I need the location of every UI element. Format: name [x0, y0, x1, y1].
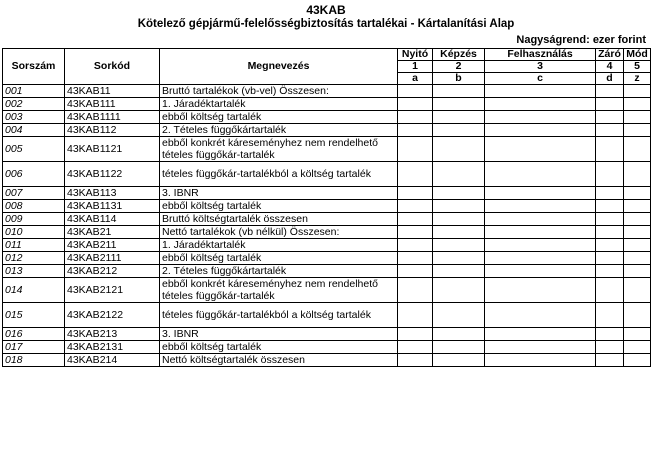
- value-cell-mod[interactable]: [624, 124, 651, 137]
- value-cell-zaro[interactable]: [596, 265, 624, 278]
- row-code: 43KAB2131: [65, 341, 160, 354]
- value-cell-nyito[interactable]: [398, 226, 433, 239]
- row-number: 018: [3, 354, 65, 367]
- col-letter: c: [485, 73, 596, 85]
- row-label: ebből költség tartalék: [160, 111, 398, 124]
- value-cell-mod[interactable]: [624, 187, 651, 200]
- value-cell-zaro[interactable]: [596, 137, 624, 162]
- table-row: [3, 239, 651, 252]
- form-title: Kötelező gépjármű-felelősségbiztosítás tartalékai - Kártalanítási Alap: [137, 18, 515, 30]
- value-cell-zaro[interactable]: [596, 124, 624, 137]
- value-cell-nyito[interactable]: [398, 354, 433, 367]
- value-cell-mod[interactable]: [624, 111, 651, 124]
- row-code: 43KAB213: [65, 328, 160, 341]
- row-code: 43KAB1121: [65, 137, 160, 162]
- col-number: 1: [398, 61, 433, 73]
- row-code: 43KAB114: [65, 213, 160, 226]
- row-code: 43KAB21: [65, 226, 160, 239]
- col-number: 2: [433, 61, 485, 73]
- value-cell-nyito[interactable]: [398, 85, 433, 98]
- table-row: [3, 200, 651, 213]
- col-number: 3: [485, 61, 596, 73]
- value-cell-felhasznalas[interactable]: [485, 162, 596, 187]
- value-cell-kepzes[interactable]: [433, 252, 485, 265]
- value-cell-felhasznalas[interactable]: [485, 265, 596, 278]
- col-letter: z: [624, 73, 651, 85]
- value-cell-mod[interactable]: [624, 328, 651, 341]
- value-cell-nyito[interactable]: [398, 98, 433, 111]
- value-cell-kepzes[interactable]: [433, 162, 485, 187]
- value-cell-kepzes[interactable]: [433, 137, 485, 162]
- row-number: 006: [3, 162, 65, 187]
- col-header-mod: Mód: [624, 49, 651, 61]
- value-cell-zaro[interactable]: [596, 278, 624, 303]
- value-cell-kepzes[interactable]: [433, 200, 485, 213]
- value-cell-felhasznalas[interactable]: [485, 124, 596, 137]
- row-number: 008: [3, 200, 65, 213]
- value-cell-zaro[interactable]: [596, 111, 624, 124]
- value-cell-kepzes[interactable]: [433, 354, 485, 367]
- table-row: [3, 303, 651, 328]
- value-cell-kepzes[interactable]: [433, 239, 485, 252]
- value-cell-zaro[interactable]: [596, 354, 624, 367]
- value-cell-kepzes[interactable]: [433, 85, 485, 98]
- row-number: 010: [3, 226, 65, 239]
- row-number: 012: [3, 252, 65, 265]
- value-cell-kepzes[interactable]: [433, 111, 485, 124]
- value-cell-felhasznalas[interactable]: [485, 354, 596, 367]
- value-cell-nyito[interactable]: [398, 137, 433, 162]
- value-cell-felhasznalas[interactable]: [485, 213, 596, 226]
- value-cell-mod[interactable]: [624, 213, 651, 226]
- value-cell-zaro[interactable]: [596, 239, 624, 252]
- table-row: [3, 328, 651, 341]
- table-row: [3, 354, 651, 367]
- value-cell-mod[interactable]: [624, 226, 651, 239]
- row-number: 013: [3, 265, 65, 278]
- row-code: 43KAB211: [65, 239, 160, 252]
- value-cell-felhasznalas[interactable]: [485, 137, 596, 162]
- value-cell-mod[interactable]: [624, 252, 651, 265]
- value-cell-zaro[interactable]: [596, 252, 624, 265]
- value-cell-nyito[interactable]: [398, 328, 433, 341]
- row-number: 015: [3, 303, 65, 328]
- col-number: 5: [624, 61, 651, 73]
- value-cell-felhasznalas[interactable]: [485, 111, 596, 124]
- value-cell-mod[interactable]: [624, 98, 651, 111]
- col-letter: b: [433, 73, 485, 85]
- row-label: 1. Járadéktartalék: [160, 98, 398, 111]
- value-cell-mod[interactable]: [624, 303, 651, 328]
- row-number: 002: [3, 98, 65, 111]
- col-header-sorkod: Sorkód: [65, 49, 160, 85]
- table-row: [3, 137, 651, 162]
- value-cell-kepzes[interactable]: [433, 341, 485, 354]
- col-header-megnevezes: Megnevezés: [160, 49, 398, 85]
- value-cell-nyito[interactable]: [398, 124, 433, 137]
- value-cell-nyito[interactable]: [398, 252, 433, 265]
- value-cell-kepzes[interactable]: [433, 328, 485, 341]
- value-cell-kepzes[interactable]: [433, 303, 485, 328]
- value-cell-mod[interactable]: [624, 162, 651, 187]
- row-code: 43KAB2121: [65, 278, 160, 303]
- table-row: [3, 111, 651, 124]
- table-row: [3, 85, 651, 98]
- row-label: tételes függőkár-tartalékból a költség tartalék: [160, 162, 398, 187]
- col-header-sorszam: Sorszám: [3, 49, 65, 85]
- table-row: [3, 226, 651, 239]
- row-number: 017: [3, 341, 65, 354]
- col-letter: d: [596, 73, 624, 85]
- row-number: 016: [3, 328, 65, 341]
- value-cell-nyito[interactable]: [398, 162, 433, 187]
- value-cell-nyito[interactable]: [398, 278, 433, 303]
- row-label: 2. Tételes függőkártartalék: [160, 124, 398, 137]
- row-code: 43KAB11: [65, 85, 160, 98]
- table-row: [3, 98, 651, 111]
- value-cell-nyito[interactable]: [398, 213, 433, 226]
- table-row: [3, 252, 651, 265]
- row-code: 43KAB1111: [65, 111, 160, 124]
- value-cell-felhasznalas[interactable]: [485, 341, 596, 354]
- row-number: 007: [3, 187, 65, 200]
- row-number: 003: [3, 111, 65, 124]
- row-number: 001: [3, 85, 65, 98]
- row-label: ebből költség tartalék: [160, 252, 398, 265]
- value-cell-zaro[interactable]: [596, 200, 624, 213]
- value-cell-zaro[interactable]: [596, 303, 624, 328]
- row-code: 43KAB212: [65, 265, 160, 278]
- value-cell-nyito[interactable]: [398, 303, 433, 328]
- value-cell-kepzes[interactable]: [433, 124, 485, 137]
- value-cell-zaro[interactable]: [596, 98, 624, 111]
- row-label: Nettó tartalékok (vb nélkül) Összesen:: [160, 226, 398, 239]
- value-cell-felhasznalas[interactable]: [485, 187, 596, 200]
- value-cell-nyito[interactable]: [398, 200, 433, 213]
- value-cell-mod[interactable]: [624, 200, 651, 213]
- value-cell-mod[interactable]: [624, 341, 651, 354]
- row-label: ebből költség tartalék: [160, 341, 398, 354]
- table-row: [3, 213, 651, 226]
- col-letter: a: [398, 73, 433, 85]
- value-cell-felhasznalas[interactable]: [485, 200, 596, 213]
- row-label: 3. IBNR: [160, 187, 398, 200]
- row-code: 43KAB112: [65, 124, 160, 137]
- value-cell-kepzes[interactable]: [433, 278, 485, 303]
- value-cell-felhasznalas[interactable]: [485, 98, 596, 111]
- value-cell-kepzes[interactable]: [433, 265, 485, 278]
- row-code: 43KAB2111: [65, 252, 160, 265]
- value-cell-zaro[interactable]: [596, 187, 624, 200]
- value-cell-nyito[interactable]: [398, 239, 433, 252]
- row-number: 009: [3, 213, 65, 226]
- row-label: Nettó költségtartalék összesen: [160, 354, 398, 367]
- row-number: 011: [3, 239, 65, 252]
- value-cell-nyito[interactable]: [398, 265, 433, 278]
- table-row: [3, 265, 651, 278]
- value-cell-zaro[interactable]: [596, 328, 624, 341]
- row-code: 43KAB1131: [65, 200, 160, 213]
- value-cell-mod[interactable]: [624, 137, 651, 162]
- value-cell-kepzes[interactable]: [433, 187, 485, 200]
- value-cell-zaro[interactable]: [596, 213, 624, 226]
- row-label: 1. Járadéktartalék: [160, 239, 398, 252]
- value-cell-felhasznalas[interactable]: [485, 85, 596, 98]
- row-label: ebből költség tartalék: [160, 200, 398, 213]
- col-header-kepzes: Képzés: [433, 49, 485, 61]
- value-cell-felhasznalas[interactable]: [485, 303, 596, 328]
- value-cell-felhasznalas[interactable]: [485, 252, 596, 265]
- value-cell-felhasznalas[interactable]: [485, 239, 596, 252]
- value-cell-zaro[interactable]: [596, 341, 624, 354]
- value-cell-zaro[interactable]: [596, 162, 624, 187]
- value-cell-mod[interactable]: [624, 278, 651, 303]
- form-code: 43KAB: [306, 3, 346, 17]
- row-label: 2. Tételes függőkártartalék: [160, 265, 398, 278]
- value-cell-zaro[interactable]: [596, 226, 624, 239]
- value-cell-kepzes[interactable]: [433, 98, 485, 111]
- value-cell-kepzes[interactable]: [433, 226, 485, 239]
- row-number: 014: [3, 278, 65, 303]
- report-table: [2, 48, 651, 367]
- value-cell-mod[interactable]: [624, 265, 651, 278]
- row-label: tételes függőkár-tartalékból a költség tartalék: [160, 303, 398, 328]
- row-code: 43KAB2122: [65, 303, 160, 328]
- value-cell-nyito[interactable]: [398, 341, 433, 354]
- value-cell-mod[interactable]: [624, 354, 651, 367]
- value-cell-felhasznalas[interactable]: [485, 278, 596, 303]
- col-header-felhasznalas: Felhasználás: [485, 49, 596, 61]
- col-header-nyito: Nyitó: [398, 49, 433, 61]
- table-row: [3, 278, 651, 303]
- row-label: ebből konkrét káreseményhez nem rendelhető tételes függőkár-tartalék: [160, 137, 398, 162]
- value-cell-nyito[interactable]: [398, 187, 433, 200]
- row-number: 005: [3, 137, 65, 162]
- value-cell-mod[interactable]: [624, 85, 651, 98]
- row-code: 43KAB214: [65, 354, 160, 367]
- row-label: ebből konkrét káreseményhez nem rendelhető tételes függőkár-tartalék: [160, 278, 398, 303]
- row-label: Bruttó költségtartalék összesen: [160, 213, 398, 226]
- col-header-zaro: Záró: [596, 49, 624, 61]
- row-code: 43KAB113: [65, 187, 160, 200]
- row-code: 43KAB1122: [65, 162, 160, 187]
- table-row: [3, 187, 651, 200]
- unit-label: Nagyságrend: ezer forint: [516, 34, 646, 46]
- row-label: 3. IBNR: [160, 328, 398, 341]
- col-number: 4: [596, 61, 624, 73]
- value-cell-mod[interactable]: [624, 239, 651, 252]
- table-row: [3, 341, 651, 354]
- table-row: [3, 124, 651, 137]
- value-cell-felhasznalas[interactable]: [485, 328, 596, 341]
- value-cell-nyito[interactable]: [398, 111, 433, 124]
- row-label: Bruttó tartalékok (vb-vel) Összesen:: [160, 85, 398, 98]
- table-row: [3, 162, 651, 187]
- value-cell-kepzes[interactable]: [433, 213, 485, 226]
- value-cell-zaro[interactable]: [596, 85, 624, 98]
- row-number: 004: [3, 124, 65, 137]
- value-cell-felhasznalas[interactable]: [485, 226, 596, 239]
- row-code: 43KAB111: [65, 98, 160, 111]
